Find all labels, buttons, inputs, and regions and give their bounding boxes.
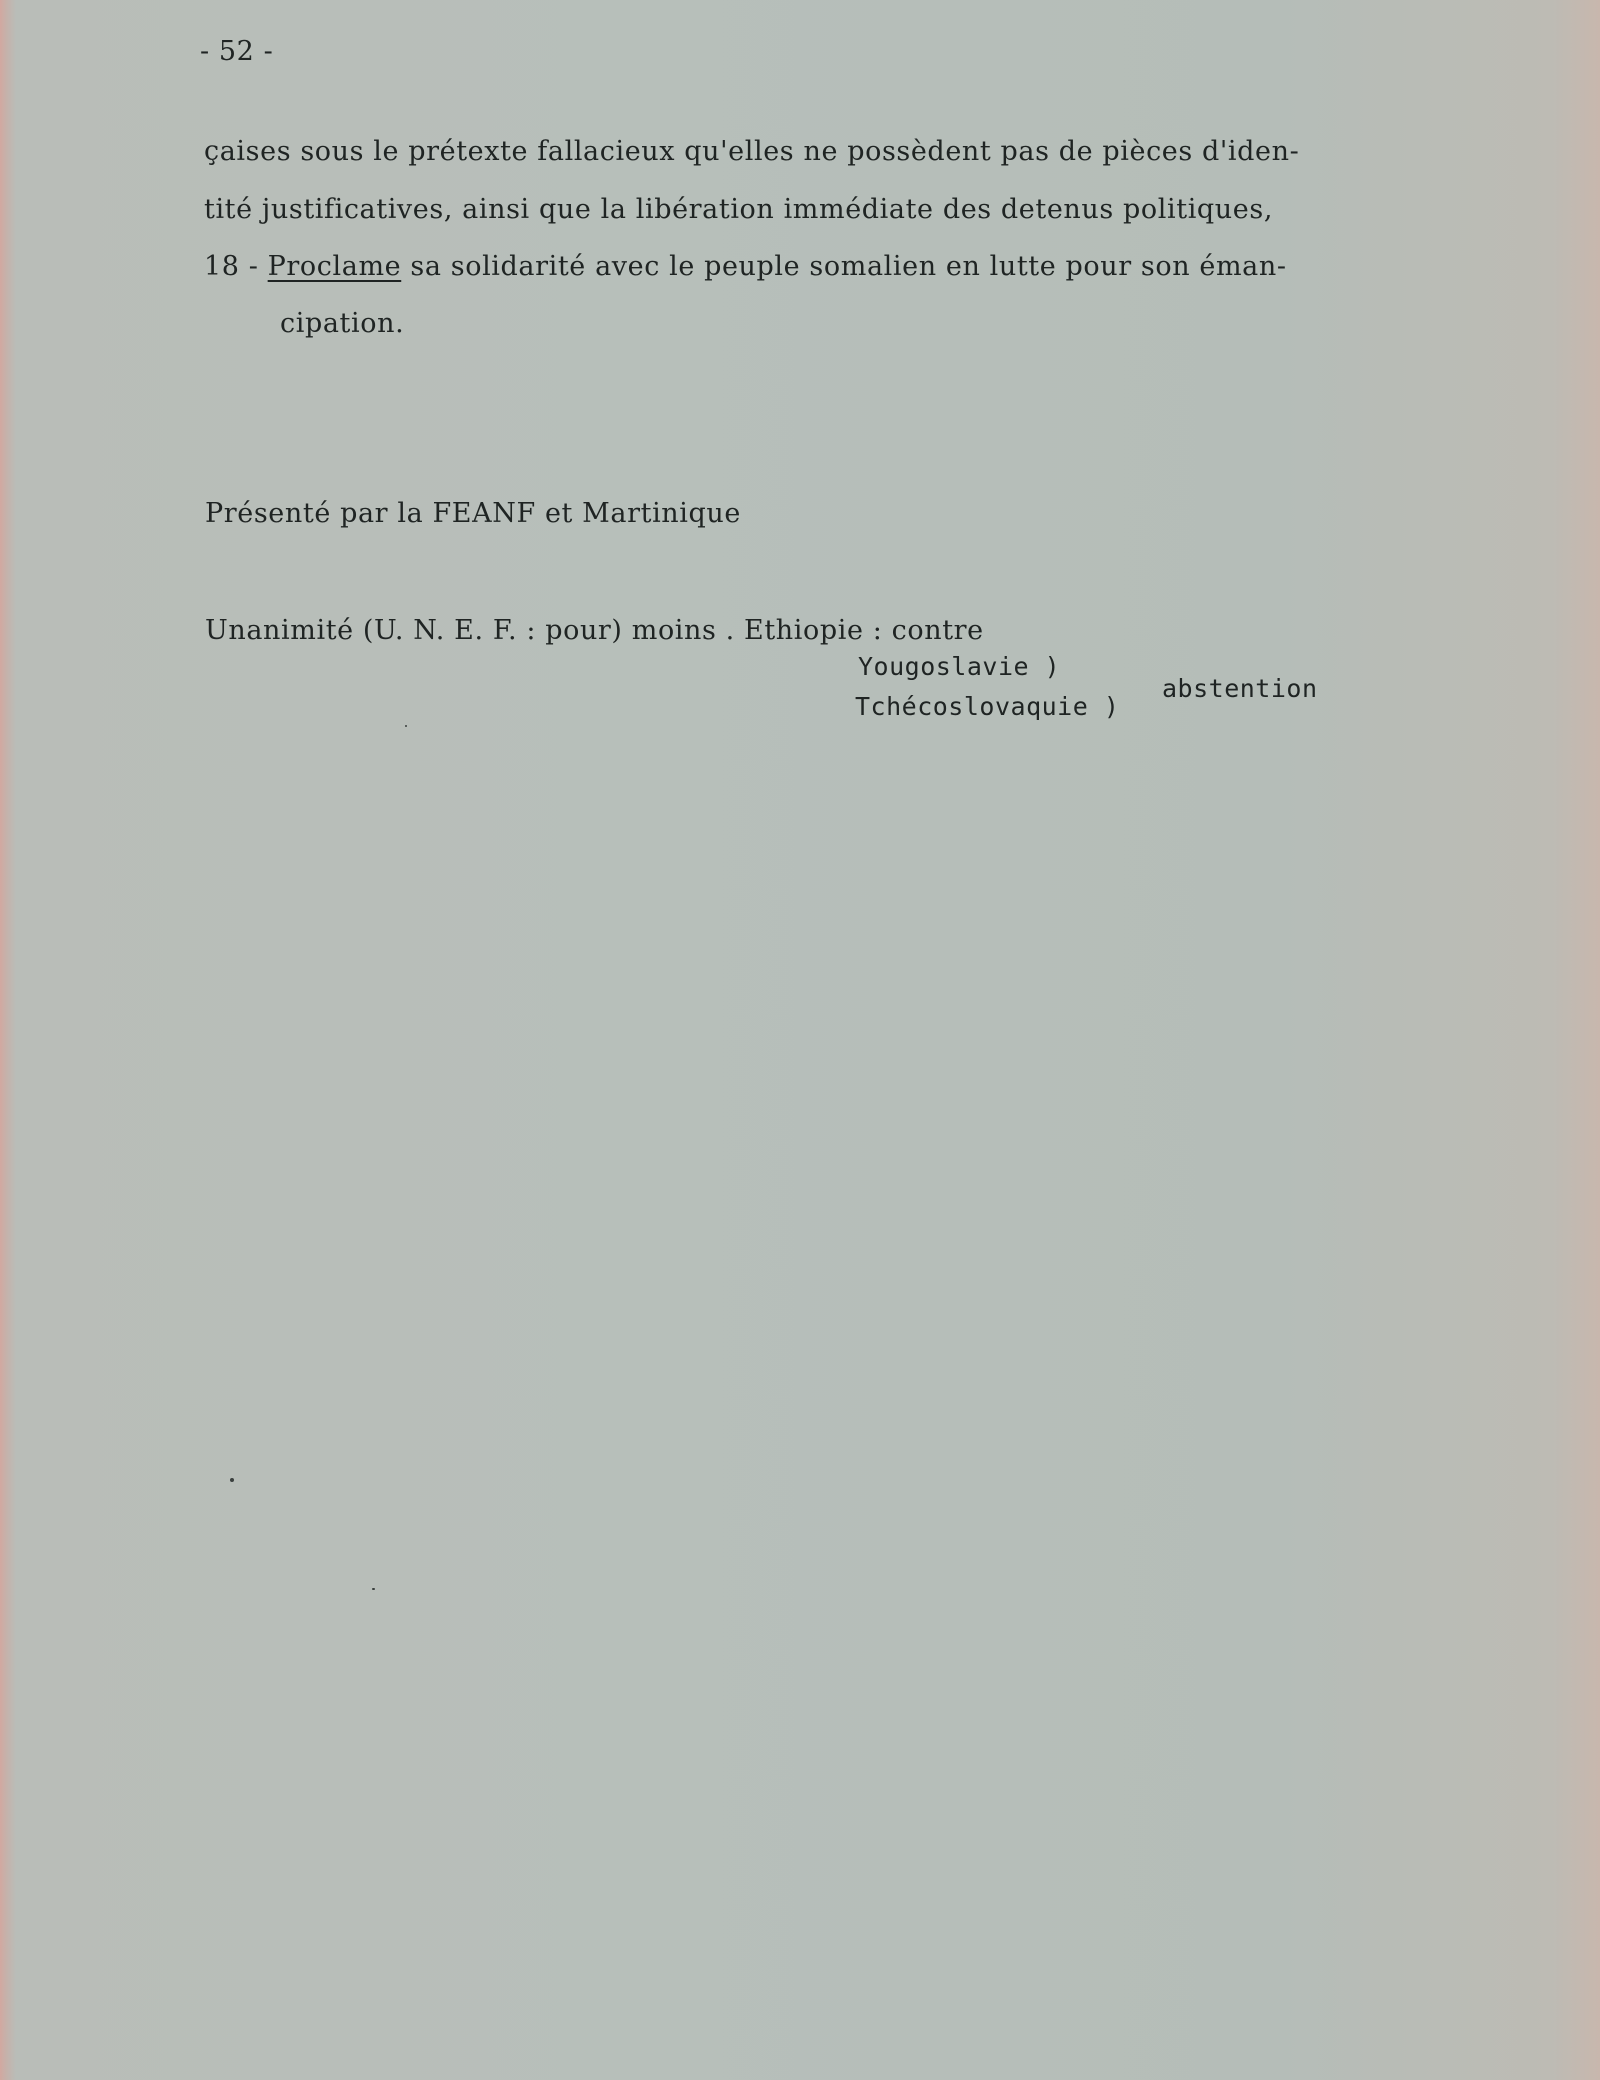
- item-verb: Proclame: [267, 251, 402, 282]
- paper-speck: [372, 1588, 375, 1590]
- item-text: sa solidarité avec le peuple somalien en lutte pour son éman-: [401, 251, 1287, 282]
- abstention-label: abstention: [1162, 674, 1318, 703]
- presented-by: Présenté par la FEANF et Martinique: [205, 498, 741, 529]
- paper-speck: [405, 725, 407, 727]
- page-number: - 52 -: [200, 36, 274, 67]
- item-number: 18 -: [204, 251, 268, 282]
- paragraph-line-2: tité justificatives, ainsi que la libération immédiate des detenus politiques,: [204, 194, 1274, 225]
- paragraph-line-3: [204, 251, 1287, 282]
- paragraph-line-4: cipation.: [280, 308, 405, 339]
- abstain-country-2: Tchécoslovaquie ): [855, 692, 1120, 721]
- abstain-country-1: Yougoslavie ): [858, 652, 1061, 681]
- vote-result: Unanimité (U. N. E. F. : pour) moins . Ethiopie : contre: [205, 615, 984, 646]
- paper-speck: [230, 1478, 234, 1482]
- paragraph-line-1: çaises sous le prétexte fallacieux qu'elles ne possèdent pas de pièces d'iden-: [204, 136, 1300, 167]
